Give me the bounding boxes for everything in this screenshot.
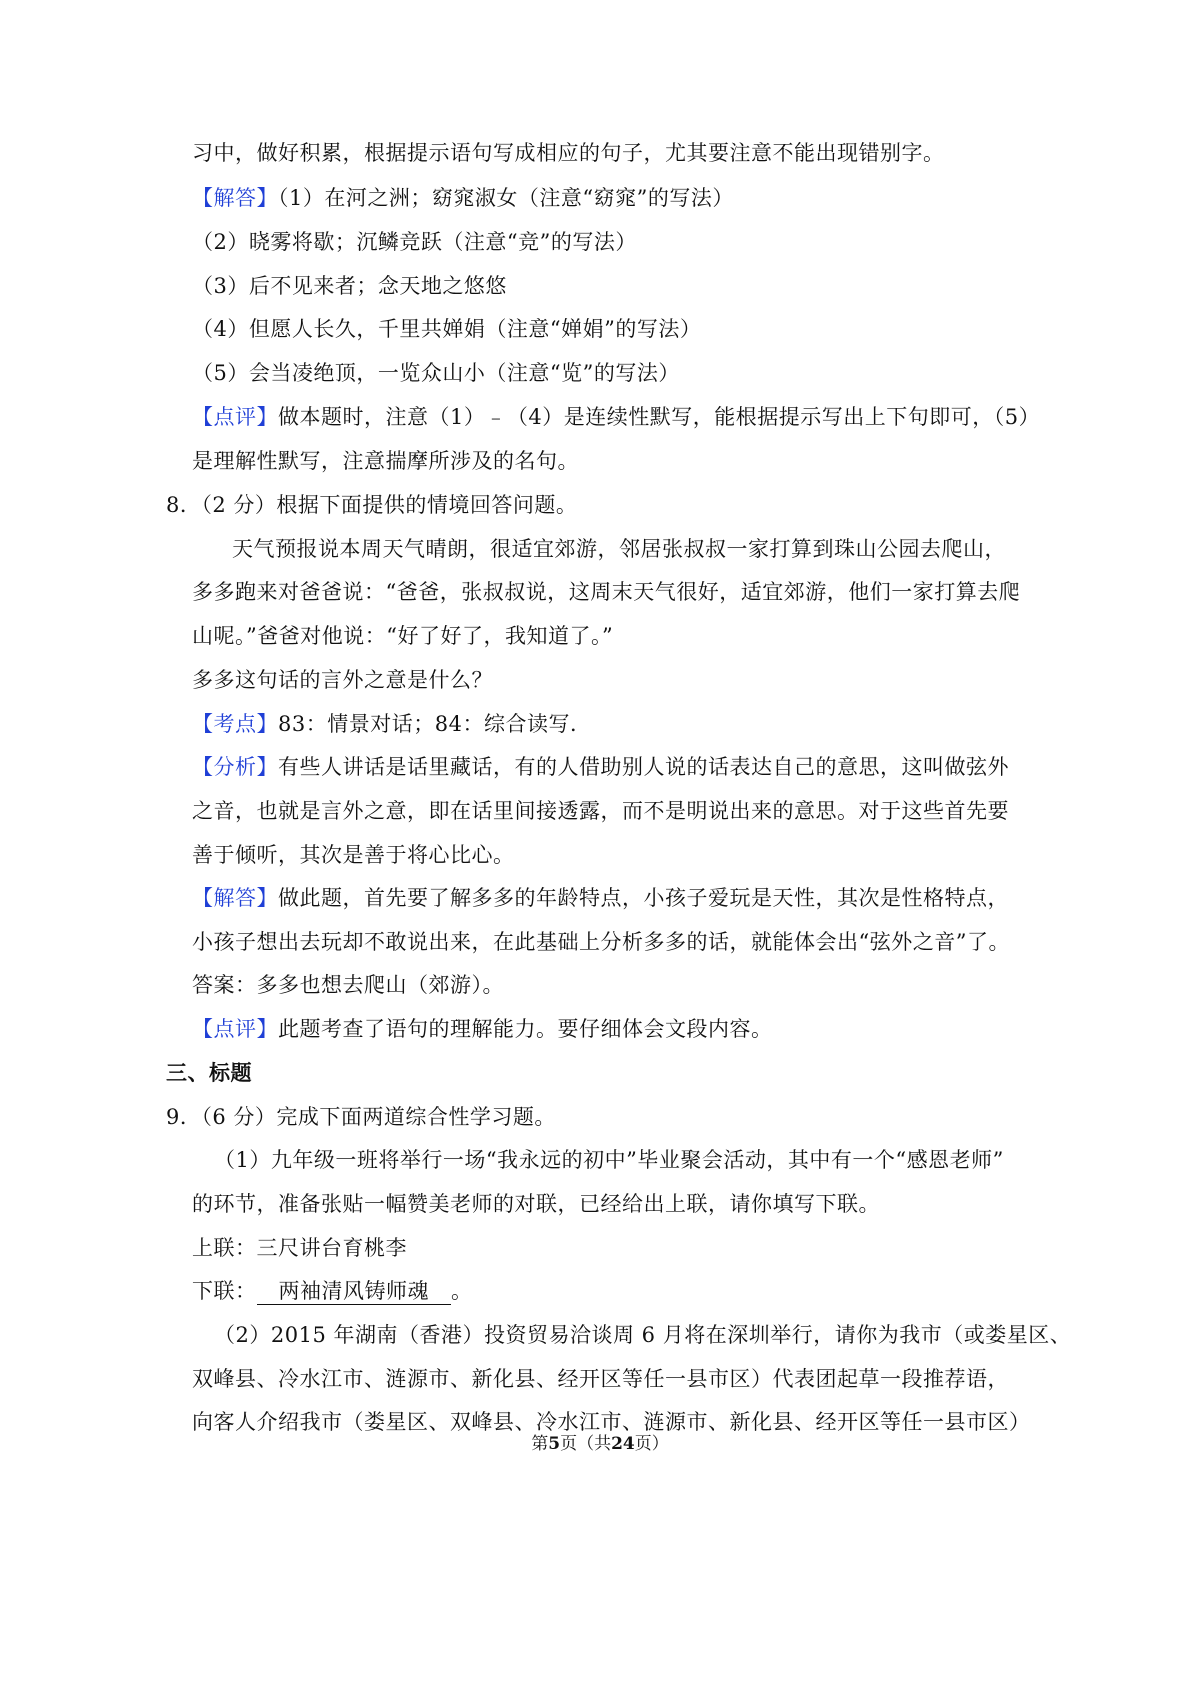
text-span: 上联：三尺讲台育桃李: [192, 1236, 407, 1260]
text-span: （3）后不见来者；念天地之悠悠: [192, 274, 507, 298]
text-span: 9．（6 分）完成下面两道综合性学习题。: [166, 1105, 556, 1129]
comment-tag: 【点评】: [192, 1017, 278, 1041]
text-span: 答案：多多也想去爬山（郊游）。: [192, 973, 504, 997]
text-span: 的环节，准备张贴一幅赞美老师的对联，已经给出上联，请你填写下联。: [192, 1192, 880, 1216]
text-span: 善于倾听，其次是善于将心比心。: [192, 843, 515, 867]
answer-line: [192, 183, 734, 213]
text-span: （4）但愿人长久，千里共婵娟（注意“婵娟”的写法）: [192, 317, 702, 341]
text-line: [192, 271, 507, 301]
text-span: 之音，也就是言外之意，即在话里间接透露，而不是明说出来的意思。对于这些首先要: [192, 799, 1009, 823]
text-line: [192, 970, 504, 1000]
analysis-line: [192, 752, 1009, 782]
text-line: [192, 840, 515, 870]
comment-line: [192, 1014, 773, 1044]
footer-text: 页（共: [560, 1434, 612, 1454]
answer-tag: 【解答】: [192, 886, 278, 910]
text-line: [192, 358, 680, 388]
text-line: [232, 534, 1006, 564]
text-span: （1）在河之洲；窈窕淑女（注意“窈窕”的写法）: [278, 186, 734, 210]
text-span: 下联：: [192, 1279, 257, 1303]
text-span: 做此题，首先要了解多多的年龄特点，小孩子爱玩是天性，其次是性格特点，: [278, 886, 1009, 910]
footer-text: 第: [531, 1434, 549, 1454]
text-line: [214, 1145, 1004, 1175]
text-line: [192, 1364, 1009, 1394]
text-line: [192, 227, 637, 257]
text-span: 山呢。”爸爸对他说：“好了好了，我知道了。”: [192, 624, 614, 648]
text-span: 是理解性默写，注意揣摩所涉及的名句。: [192, 449, 579, 473]
question-9-title: [166, 1102, 556, 1132]
text-line: [192, 796, 1009, 826]
text-span: 8．（2 分）根据下面提供的情境回答问题。: [166, 493, 578, 517]
couplet-answer-line: [192, 1276, 473, 1306]
text-line: [192, 665, 493, 695]
comment-tag: 【点评】: [192, 405, 278, 429]
text-span: （1）九年级一班将举行一场“我永远的初中”毕业聚会活动，其中有一个“感恩老师”: [214, 1148, 1004, 1172]
text-line: [192, 314, 701, 344]
answer-line: [192, 883, 1009, 913]
text-line: [192, 577, 1020, 607]
text-span: （2）2015 年湖南（香港）投资贸易洽谈周 6 月将在深圳举行，请你为我市（或娄星区、: [214, 1323, 1072, 1347]
underlined-answer: 两袖清风铸师魂: [257, 1278, 452, 1305]
text-span: 天气预报说本周天气晴朗，很适宜郊游，邻居张叔叔一家打算到珠山公园去爬山，: [232, 537, 1006, 561]
footer-page-number: 5: [548, 1434, 561, 1454]
footer-total-pages: 24: [611, 1434, 635, 1454]
text-span: 小孩子想出去玩却不敢说出来，在此基础上分析多多的话，就能体会出“弦外之音”了。: [192, 930, 1010, 954]
section-heading: [166, 1058, 252, 1088]
text-line: [214, 1320, 1071, 1350]
text-span: 向客人介绍我市（娄星区、双峰县、冷水江市、涟源市、新化县、经开区等任一县市区）: [192, 1410, 1031, 1434]
text-span: 多多跑来对爸爸说：“爸爸，张叔叔说，这周末天气很好，适宜郊游，他们一家打算去爬: [192, 580, 1021, 604]
text-span: 。: [451, 1279, 473, 1303]
text-line: [192, 1189, 880, 1219]
text-span: （5）会当凌绝顶，一览众山小（注意“览”的写法）: [192, 361, 680, 385]
text-line: [192, 621, 613, 651]
comment-line: [192, 402, 1040, 432]
page-footer: [0, 1432, 1200, 1456]
text-span: 多多这句话的言外之意是什么？: [192, 668, 493, 692]
text-span: 双峰县、冷水江市、涟源市、新化县、经开区等任一县市区）代表团起草一段推荐语，: [192, 1367, 1009, 1391]
footer-text: 页）: [634, 1434, 669, 1454]
text-span: 83：情景对话；84：综合读写．: [278, 712, 592, 736]
text-span: 有些人讲话是话里藏话，有的人借助别人说的话表达自己的意思，这叫做弦外: [278, 755, 1009, 779]
question-8-title: [166, 490, 577, 520]
text-line: [192, 138, 945, 168]
key-point-tag: 【考点】: [192, 712, 278, 736]
analysis-tag: 【分析】: [192, 755, 278, 779]
text-line: [192, 1233, 407, 1263]
answer-tag: 【解答】: [192, 186, 278, 210]
text-span: 习中，做好积累，根据提示语句写成相应的句子，尤其要注意不能出现错别字。: [192, 141, 945, 165]
text-span: 做本题时，注意（1）﹣（4）是连续性默写，能根据提示写出上下句即可，（5）: [278, 405, 1041, 429]
text-line: [192, 927, 1010, 957]
text-span: （2）晓雾将歇；沉鳞竞跃（注意“竞”的写法）: [192, 230, 637, 254]
text-line: [192, 446, 579, 476]
text-span: 此题考查了语句的理解能力。要仔细体会文段内容。: [278, 1017, 773, 1041]
key-point-line: [192, 709, 591, 739]
text-span: 三、标题: [166, 1060, 252, 1085]
